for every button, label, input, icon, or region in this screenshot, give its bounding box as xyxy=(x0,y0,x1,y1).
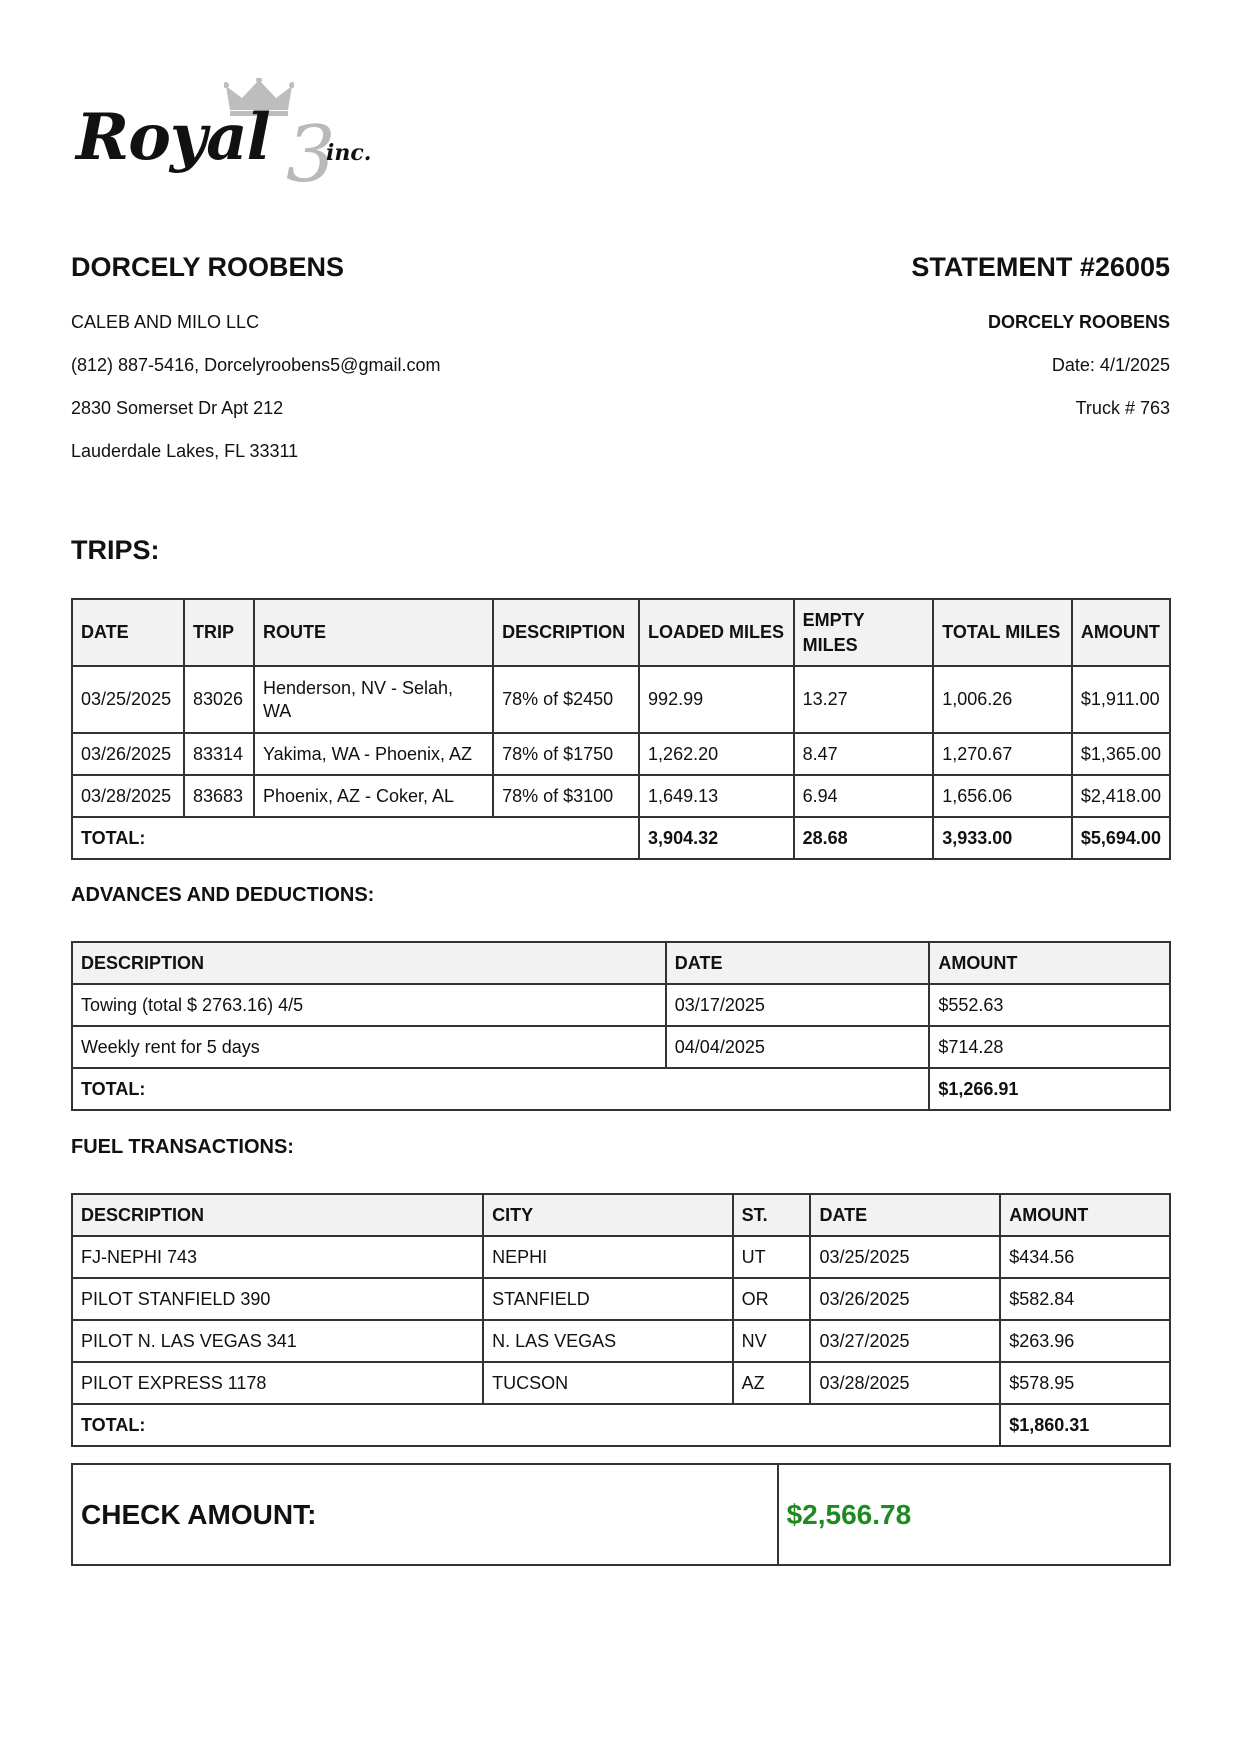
table-cell: 78% of $3100 xyxy=(493,775,639,817)
table-cell: STANFIELD xyxy=(483,1278,733,1320)
advances-heading: ADVANCES AND DEDUCTIONS: xyxy=(71,884,375,906)
table-cell: 03/26/2025 xyxy=(72,733,184,775)
table-cell: Towing (total $ 2763.16) 4/5 xyxy=(72,984,666,1026)
table-cell: Weekly rent for 5 days xyxy=(72,1026,666,1068)
column-header: ST. xyxy=(733,1194,811,1236)
column-header: DATE xyxy=(666,942,930,984)
total-label: TOTAL: xyxy=(72,1068,929,1110)
table-cell: Phoenix, AZ - Coker, AL xyxy=(254,775,493,817)
table-cell: 1,270.67 xyxy=(933,733,1072,775)
table-cell: $1,911.00 xyxy=(1072,666,1170,733)
table-cell: 6.94 xyxy=(794,775,934,817)
fuel-table xyxy=(71,1193,1171,1447)
table-row xyxy=(72,1320,1170,1362)
table-row xyxy=(72,1026,1170,1068)
table-cell: $263.96 xyxy=(1000,1320,1170,1362)
table-cell: $2,418.00 xyxy=(1072,775,1170,817)
table-cell: TUCSON xyxy=(483,1362,733,1404)
total-empty-miles: 28.68 xyxy=(794,817,934,859)
total-label: TOTAL: xyxy=(72,817,639,859)
column-header: CITY xyxy=(483,1194,733,1236)
table-header-row xyxy=(72,1194,1170,1236)
column-header: DATE xyxy=(72,599,184,666)
table-cell: FJ-NEPHI 743 xyxy=(72,1236,483,1278)
column-header: ROUTE xyxy=(254,599,493,666)
table-row xyxy=(72,775,1170,817)
trips-heading: TRIPS: xyxy=(71,535,160,565)
table-cell: 03/27/2025 xyxy=(810,1320,1000,1362)
table-cell: 13.27 xyxy=(794,666,934,733)
column-header: DESCRIPTION xyxy=(72,942,666,984)
table-cell: 03/17/2025 xyxy=(666,984,930,1026)
table-cell: PILOT EXPRESS 1178 xyxy=(72,1362,483,1404)
table-row xyxy=(72,666,1170,733)
table-total-row xyxy=(72,1068,1170,1110)
column-header: TOTAL MILES xyxy=(933,599,1072,666)
table-row xyxy=(72,1236,1170,1278)
table-cell: 03/28/2025 xyxy=(72,775,184,817)
table-cell: OR xyxy=(733,1278,811,1320)
total-amount: $1,266.91 xyxy=(929,1068,1170,1110)
table-cell: 1,656.06 xyxy=(933,775,1072,817)
table-cell: 03/28/2025 xyxy=(810,1362,1000,1404)
check-amount-row xyxy=(72,1464,1170,1565)
table-total-row xyxy=(72,817,1170,859)
driver-address-line1: 2830 Somerset Dr Apt 212 xyxy=(71,398,284,418)
column-header: TRIP xyxy=(184,599,254,666)
table-cell: 1,262.20 xyxy=(639,733,794,775)
total-amount: $5,694.00 xyxy=(1072,817,1170,859)
table-cell: N. LAS VEGAS xyxy=(483,1320,733,1362)
table-cell: 83683 xyxy=(184,775,254,817)
table-total-row xyxy=(72,1404,1170,1446)
driver-info xyxy=(71,250,440,461)
table-cell: $578.95 xyxy=(1000,1362,1170,1404)
column-header: AMOUNT xyxy=(929,942,1170,984)
table-cell: 03/26/2025 xyxy=(810,1278,1000,1320)
table-cell: 04/04/2025 xyxy=(666,1026,930,1068)
table-header-row xyxy=(72,942,1170,984)
table-cell: Yakima, WA - Phoenix, AZ xyxy=(254,733,493,775)
driver-company: CALEB AND MILO LLC xyxy=(71,312,260,332)
table-cell: 78% of $1750 xyxy=(493,733,639,775)
table-row xyxy=(72,984,1170,1026)
table-cell: 03/25/2025 xyxy=(810,1236,1000,1278)
table-row xyxy=(72,1278,1170,1320)
table-cell: 1,649.13 xyxy=(639,775,794,817)
table-cell: 78% of $2450 xyxy=(493,666,639,733)
table-row xyxy=(72,1362,1170,1404)
total-amount: $1,860.31 xyxy=(1000,1404,1170,1446)
table-cell: $1,365.00 xyxy=(1072,733,1170,775)
check-amount-box xyxy=(71,1463,1171,1566)
table-cell: $714.28 xyxy=(929,1026,1170,1068)
company-logo xyxy=(76,78,386,200)
table-cell: $434.56 xyxy=(1000,1236,1170,1278)
table-cell: 83026 xyxy=(184,666,254,733)
driver-name: DORCELY ROOBENS xyxy=(71,252,345,282)
table-cell: 8.47 xyxy=(794,733,934,775)
table-cell: 03/25/2025 xyxy=(72,666,184,733)
statement-info xyxy=(911,250,1170,418)
table-cell: $582.84 xyxy=(1000,1278,1170,1320)
trips-table xyxy=(71,598,1171,860)
logo-suffix: inc. xyxy=(326,140,372,166)
column-header: DESCRIPTION xyxy=(493,599,639,666)
logo-number: 3 xyxy=(286,110,336,200)
table-cell: $552.63 xyxy=(929,984,1170,1026)
total-label: TOTAL: xyxy=(72,1404,1000,1446)
table-cell: Henderson, NV - Selah, WA xyxy=(254,666,493,733)
driver-contact: (812) 887-5416, Dorcelyroobens5@gmail.com xyxy=(71,355,441,375)
column-header: EMPTY MILES xyxy=(794,599,934,666)
table-cell: NV xyxy=(733,1320,811,1362)
logo-wordmark: Royal xyxy=(76,100,270,175)
column-header: DATE xyxy=(810,1194,1000,1236)
table-cell: 992.99 xyxy=(639,666,794,733)
advances-table xyxy=(71,941,1171,1111)
total-miles: 3,933.00 xyxy=(933,817,1072,859)
total-loaded-miles: 3,904.32 xyxy=(639,817,794,859)
fuel-heading: FUEL TRANSACTIONS: xyxy=(71,1136,294,1158)
driver-address-line2: Lauderdale Lakes, FL 33311 xyxy=(71,441,299,461)
column-header: AMOUNT xyxy=(1072,599,1170,666)
statement-truck: Truck # 763 xyxy=(1075,398,1170,418)
check-amount-label: CHECK AMOUNT: xyxy=(72,1464,778,1565)
table-header-row xyxy=(72,599,1170,666)
table-cell: PILOT N. LAS VEGAS 341 xyxy=(72,1320,483,1362)
table-cell: 1,006.26 xyxy=(933,666,1072,733)
table-row xyxy=(72,733,1170,775)
table-cell: AZ xyxy=(733,1362,811,1404)
table-cell: UT xyxy=(733,1236,811,1278)
table-cell: 83314 xyxy=(184,733,254,775)
statement-title: STATEMENT #26005 xyxy=(911,252,1170,282)
table-cell: NEPHI xyxy=(483,1236,733,1278)
table-cell: PILOT STANFIELD 390 xyxy=(72,1278,483,1320)
check-amount-value: $2,566.78 xyxy=(778,1464,1170,1565)
column-header: LOADED MILES xyxy=(639,599,794,666)
statement-name: DORCELY ROOBENS xyxy=(987,312,1170,332)
column-header: DESCRIPTION xyxy=(72,1194,483,1236)
statement-date: Date: 4/1/2025 xyxy=(1051,355,1170,375)
column-header: AMOUNT xyxy=(1000,1194,1170,1236)
